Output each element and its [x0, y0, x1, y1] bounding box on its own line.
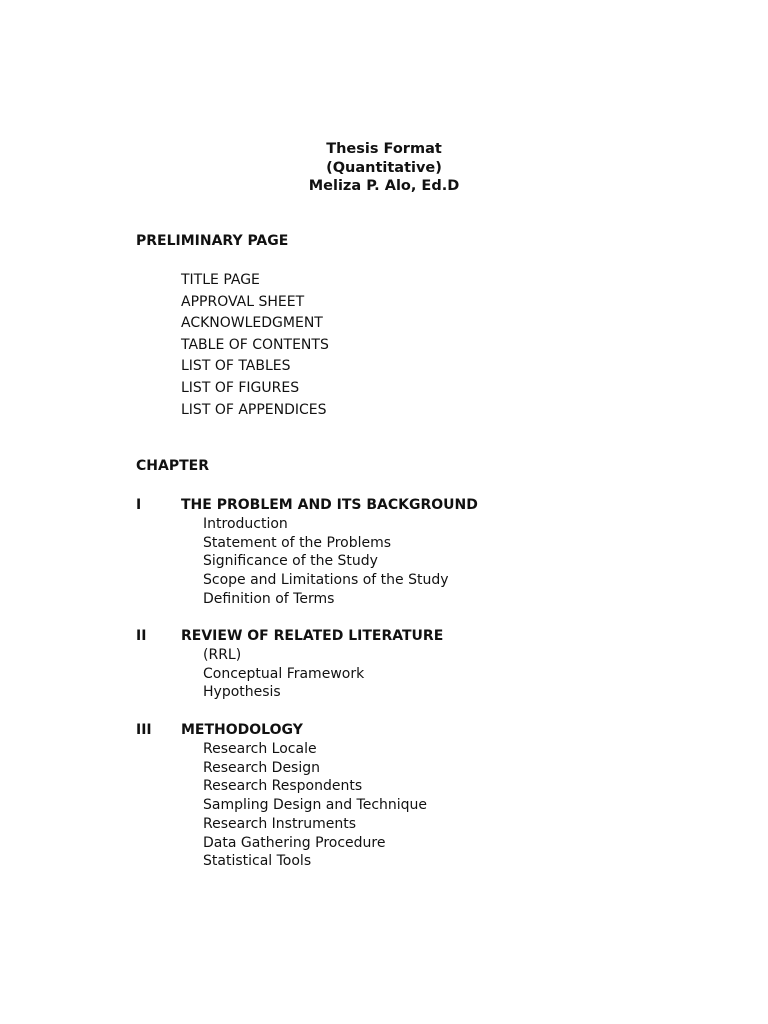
document-title-block [0, 140, 768, 196]
preliminary-item: APPROVAL SHEET [181, 293, 305, 310]
chapter-item: Definition of Terms [203, 590, 335, 607]
chapter-2-header [136, 627, 696, 646]
chapter-number: II [136, 628, 147, 644]
chapter-1-items [136, 515, 696, 609]
chapter-item: Research Locale [203, 741, 317, 757]
chapter-item: Sampling Design and Technique [203, 797, 428, 814]
chapter-2 [136, 627, 696, 702]
chapter-3-items [136, 740, 696, 871]
chapter-1 [136, 496, 696, 609]
chapter-2-items [136, 646, 696, 702]
chapter-number: I [136, 497, 142, 513]
preliminary-item: TABLE OF CONTENTS [181, 336, 329, 353]
chapter-3 [136, 721, 696, 871]
preliminary-item: LIST OF APPENDICES [181, 401, 327, 418]
chapter-item: Research Design [203, 759, 321, 776]
chapter-3-header [136, 721, 696, 740]
preliminary-list [181, 270, 329, 421]
chapter-title: REVIEW OF RELATED LITERATURE [181, 628, 444, 644]
chapter-item: Conceptual Framework [203, 665, 365, 682]
chapter-item: Hypothesis [203, 684, 281, 701]
preliminary-item: ACKNOWLEDGMENT [181, 315, 323, 332]
chapter-item: Research Respondents [203, 778, 363, 795]
chapter-item: Data Gathering Procedure [203, 834, 386, 851]
preliminary-heading: PRELIMINARY PAGE [136, 233, 289, 249]
chapter-item: Research Instruments [203, 815, 356, 832]
document-title: Thesis Format [326, 141, 442, 157]
chapter-item: Statement of the Problems [203, 534, 392, 551]
chapter-title: THE PROBLEM AND ITS BACKGROUND [181, 497, 478, 513]
preliminary-item: LIST OF TABLES [181, 358, 291, 375]
chapter-heading: CHAPTER [136, 458, 209, 474]
chapter-number: III [136, 722, 152, 738]
preliminary-item: LIST OF FIGURES [181, 379, 300, 396]
chapter-title: METHODOLOGY [181, 722, 303, 738]
chapter-item: Significance of the Study [203, 553, 378, 570]
document-subtitle: (Quantitative) [326, 159, 442, 176]
chapter-item: Introduction [203, 516, 288, 532]
chapter-item: Scope and Limitations of the Study [203, 572, 449, 589]
preliminary-item: TITLE PAGE [181, 272, 260, 288]
chapter-1-header [136, 496, 696, 515]
document-author: Meliza P. Alo, Ed.D [308, 178, 460, 194]
chapter-item: Statistical Tools [203, 853, 312, 870]
chapter-item: (RRL) [203, 647, 242, 663]
